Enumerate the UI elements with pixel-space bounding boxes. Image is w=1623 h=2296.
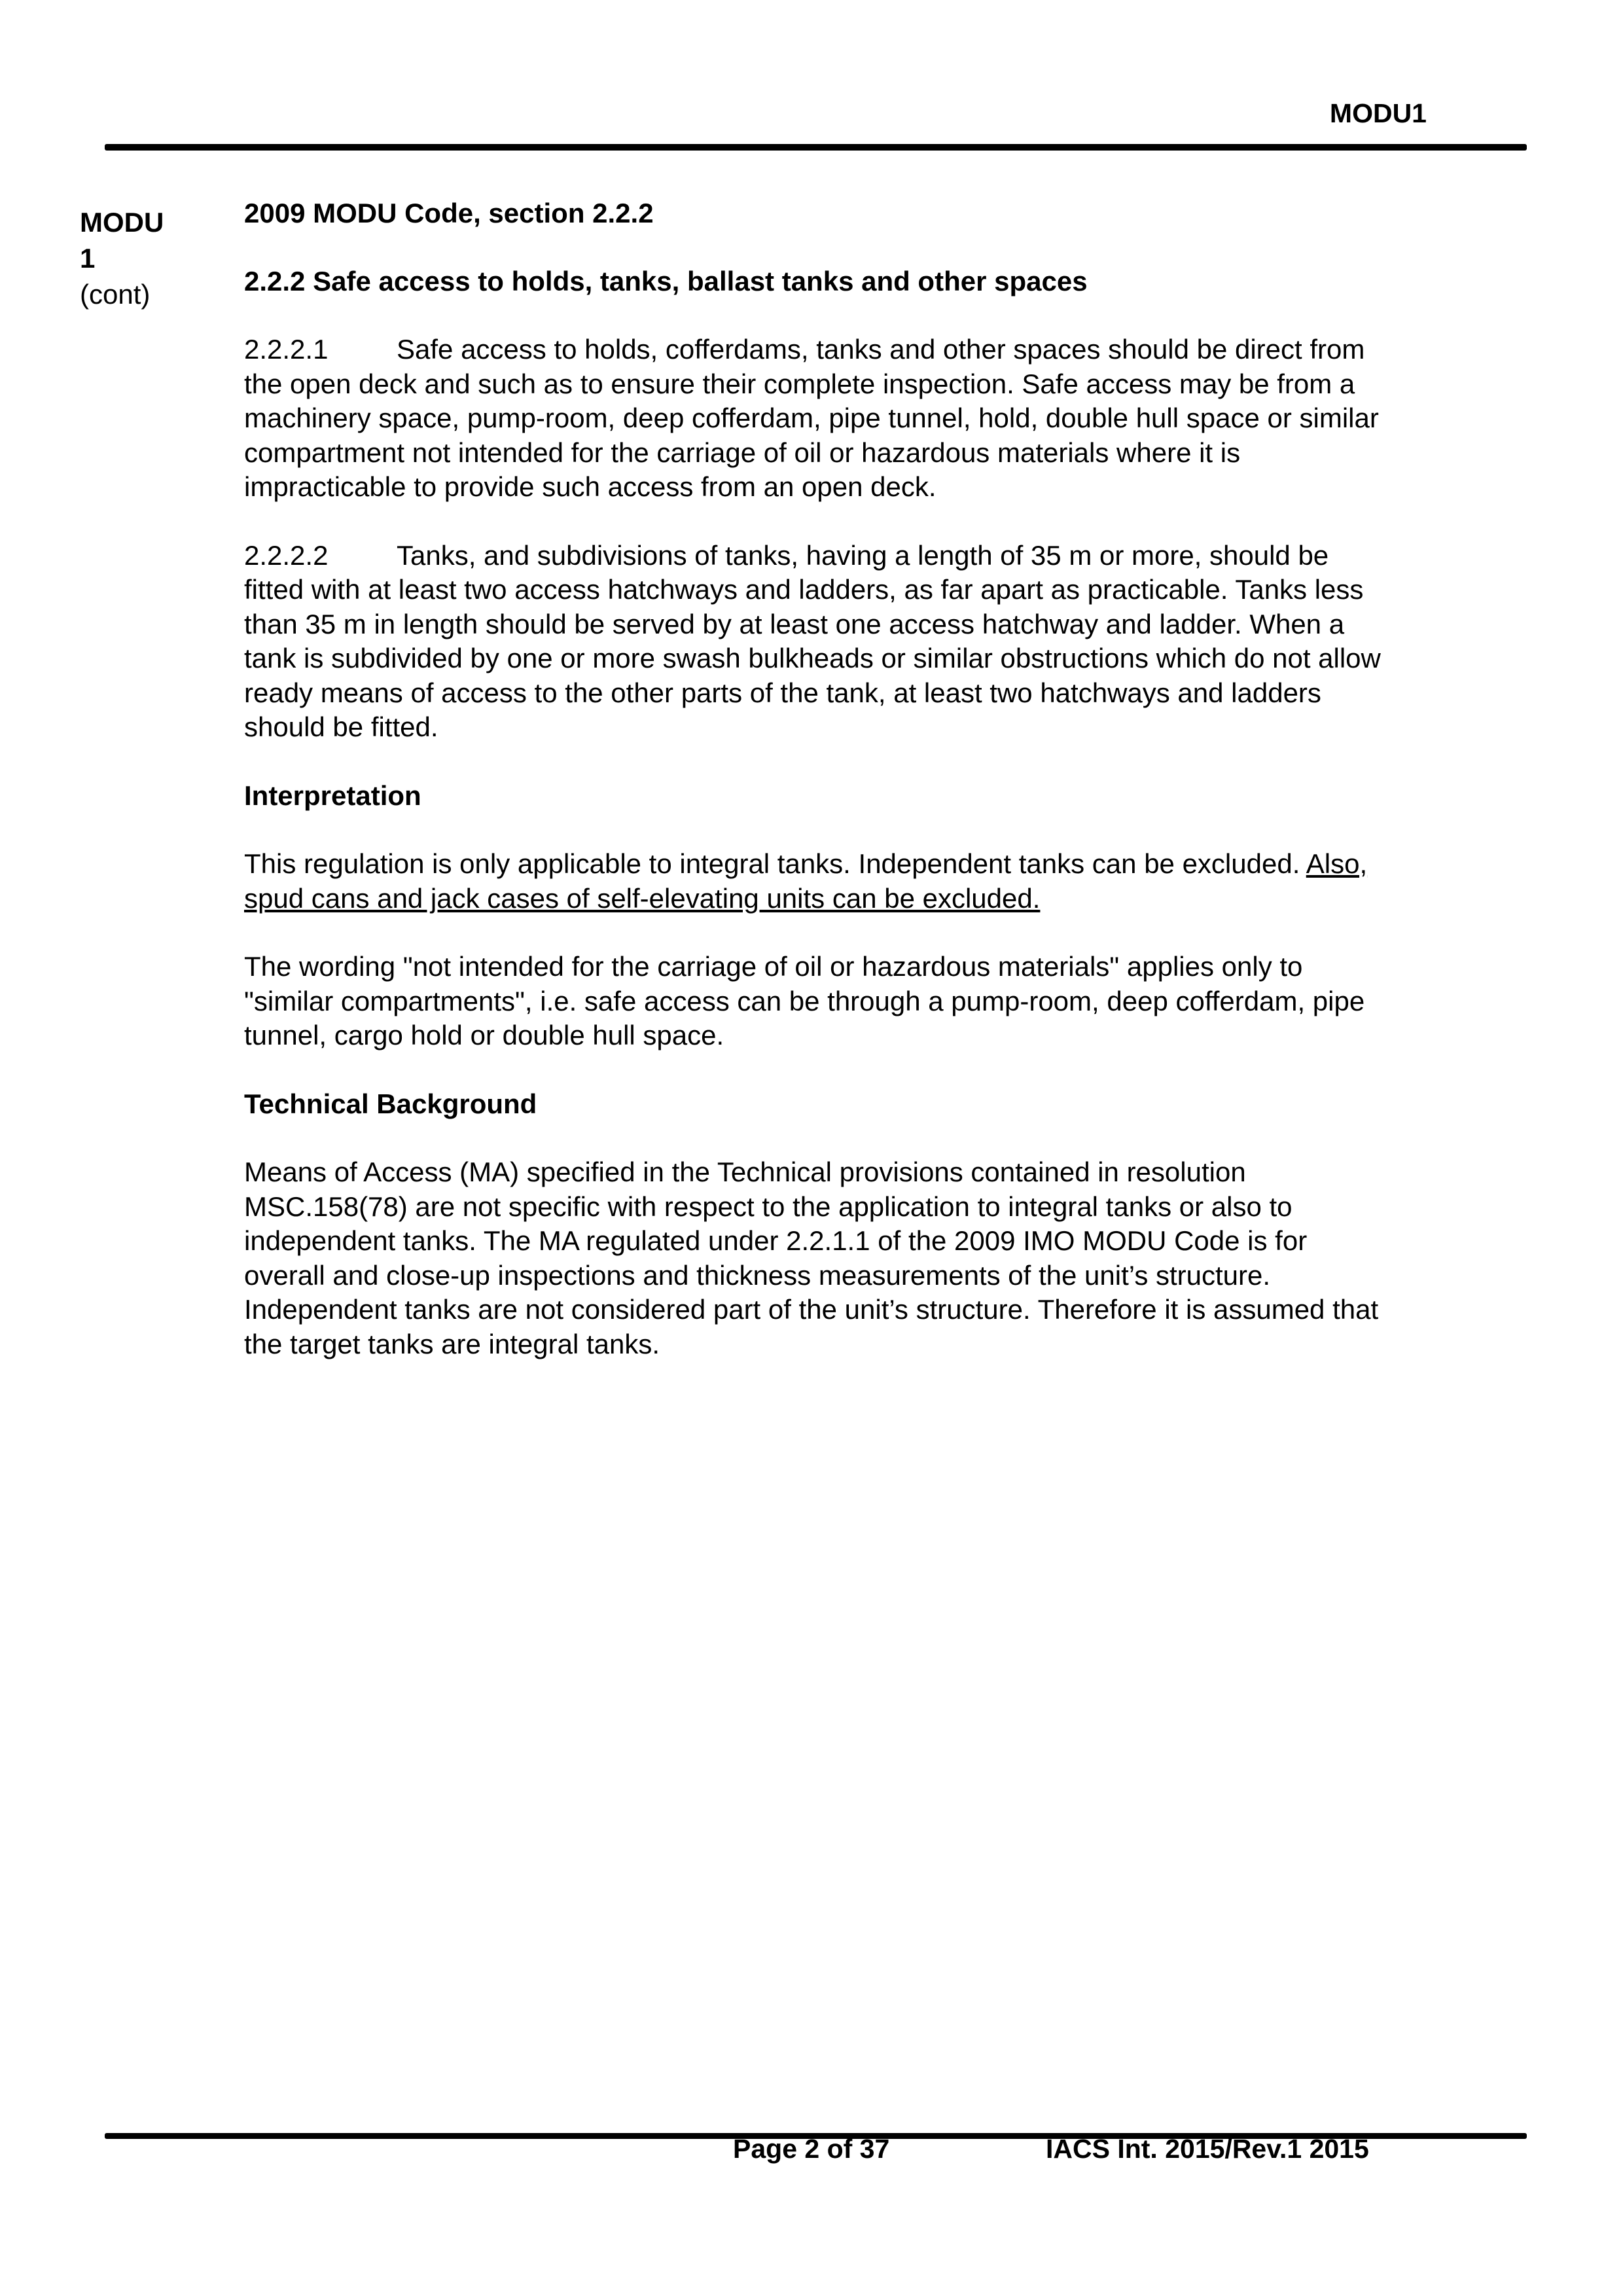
document-body: [244, 196, 1494, 1361]
paragraph-line: This regulation is only applicable to integral tanks. Independent tanks can be excluded.: [244, 848, 1306, 879]
paragraph-number: 2.2.2.2: [244, 539, 329, 571]
paragraph-line: Safe access to holds, cofferdams, tanks and other spaces should be direct from: [397, 334, 1365, 365]
paragraph-line: independent tanks. The MA regulated under 2.2.1.1 of the 2009 IMO MODU Code is for: [244, 1225, 1308, 1256]
paragraph-line: Means of Access (MA) specified in the Technical provisions contained in resolution: [244, 1157, 1246, 1187]
margin-label-line1: MODU: [80, 207, 164, 238]
technical-background-paragraph: [244, 1155, 1494, 1361]
paragraph-line: should be fitted.: [244, 711, 438, 742]
margin-label-line3: (cont): [80, 279, 151, 310]
paragraph-line: Independent tanks are not considered part of the unit’s structure. Therefore it is assumed that: [244, 1294, 1379, 1325]
underlined-amendment: spud cans and jack cases of self-elevating units can be excluded.: [244, 882, 1041, 914]
interpretation-heading: Interpretation: [244, 780, 421, 811]
paragraph-line: MSC.158(78) are not specific with respect to the application to integral tanks or also to: [244, 1191, 1293, 1222]
document-reference: IACS Int. 2015/Rev.1 2015: [1046, 2134, 1369, 2164]
paragraph-line: ready means of access to the other parts of the tank, at least two hatchways and ladders: [244, 677, 1321, 708]
paragraph-line: tunnel, cargo hold or double hull space.: [244, 1020, 724, 1050]
paragraph-line: the open deck and such as to ensure their complete inspection. Safe access may be from a: [244, 368, 1355, 399]
paragraph-line: impracticable to provide such access from an open deck.: [244, 471, 936, 502]
paragraph-2-2-2-2: [244, 539, 1494, 745]
source-reference: 2009 MODU Code, section 2.2.2: [244, 198, 654, 228]
interpretation-paragraph-2: [244, 950, 1494, 1053]
header-document-code: MODU1: [1329, 98, 1427, 128]
paragraph-line: "similar compartments", i.e. safe access can be through a pump-room, deep cofferdam, pipe: [244, 985, 1365, 1016]
section-title: 2.2.2 Safe access to holds, tanks, ballast tanks and other spaces: [244, 265, 1088, 296]
paragraph-line: The wording "not intended for the carriage of oil or hazardous materials" applies only to: [244, 951, 1303, 982]
margin-label: [80, 204, 164, 312]
paragraph-line: tank is subdivided by one or more swash bulkheads or similar obstructions which do not allow: [244, 643, 1381, 673]
underlined-amendment: Also,: [1306, 848, 1368, 879]
paragraph-line: overall and close-up inspections and thickness measurements of the unit’s structure.: [244, 1259, 1271, 1291]
technical-background-heading: Technical Background: [244, 1088, 537, 1119]
paragraph-line: compartment not intended for the carriage of oil or hazardous materials where it is: [244, 437, 1241, 468]
page-number: Page 2 of 37: [733, 2134, 890, 2164]
paragraph-2-2-2-1: [244, 332, 1494, 505]
interpretation-paragraph-1: [244, 847, 1494, 916]
paragraph-line: Tanks, and subdivisions of tanks, having a length of 35 m or more, should be: [397, 539, 1329, 571]
paragraph-line: the target tanks are integral tanks.: [244, 1328, 660, 1359]
paragraph-line: machinery space, pump-room, deep cofferdam, pipe tunnel, hold, double hull space or similar: [244, 403, 1379, 433]
paragraph-line: fitted with at least two access hatchways and ladders, as far apart as practicable. Tanks less: [244, 574, 1364, 605]
paragraph-number: 2.2.2.1: [244, 334, 329, 365]
header-divider: [105, 144, 1527, 151]
margin-label-line2: 1: [80, 243, 96, 274]
paragraph-line: than 35 m in length should be served by at least one access hatchway and ladder. When a: [244, 608, 1345, 639]
